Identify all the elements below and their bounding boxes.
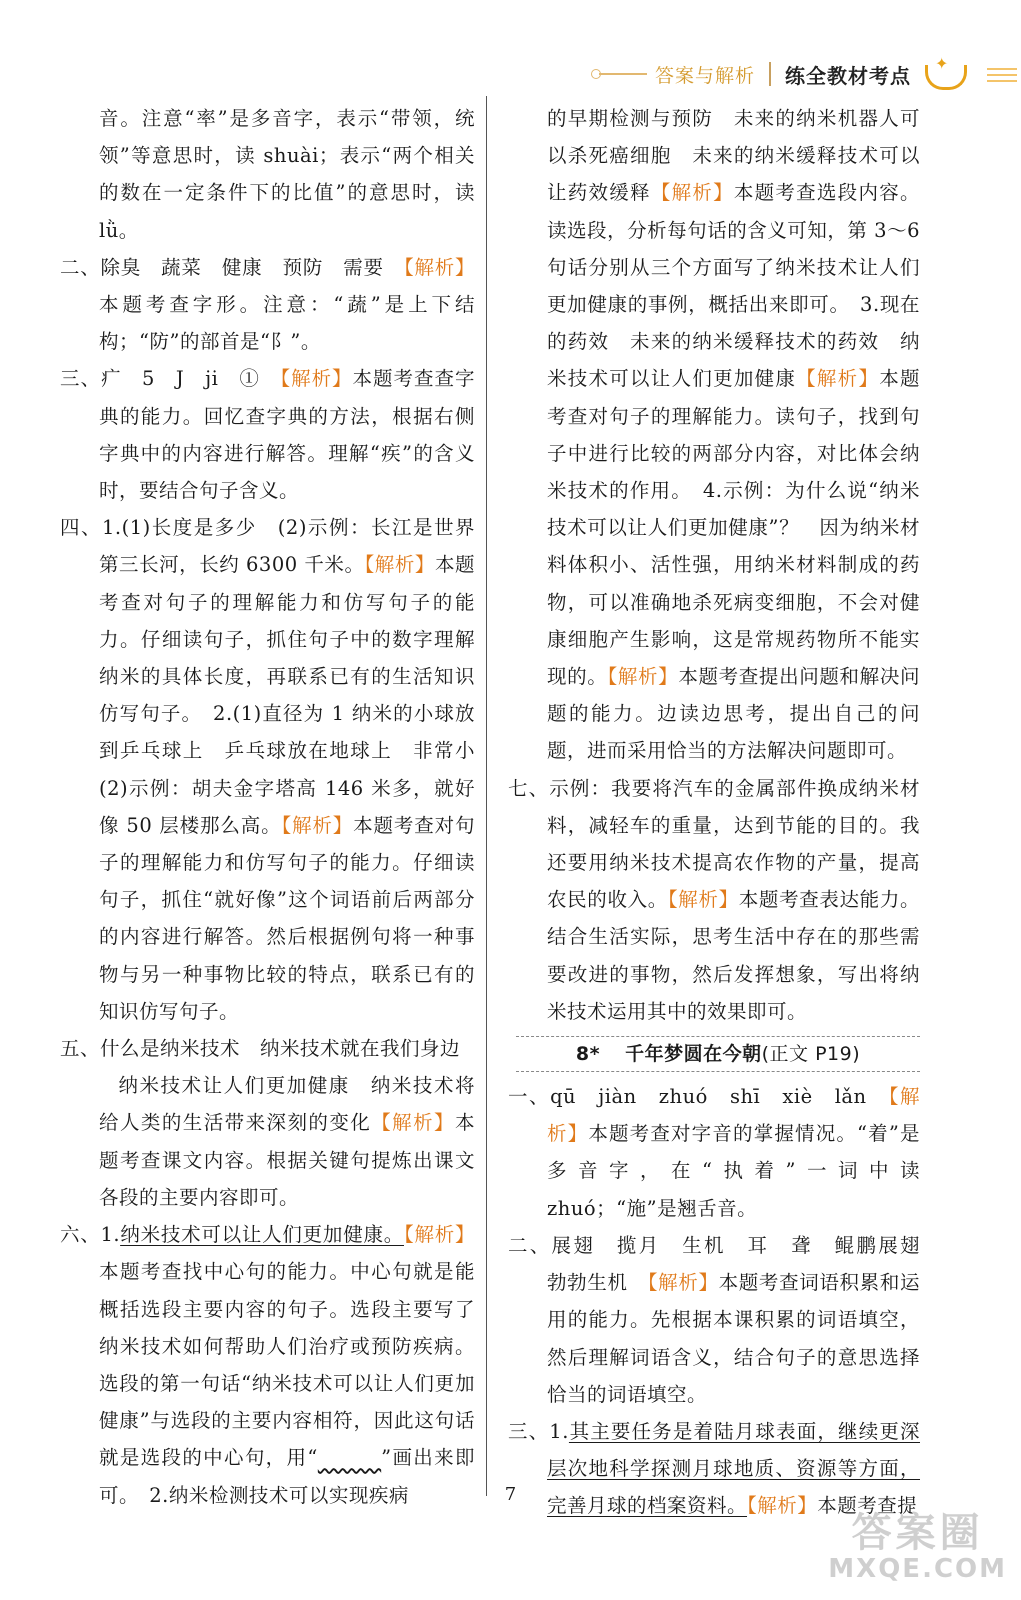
answer-section-7: 七、示例：我要将汽车的金属部件换成纳米材料，减轻车的重量，达到节能的目的。我还要用纳米技术提高农作物的产量，提高农民的收入。【解析】本题考查表达能力。结合生活实际，思考生活中存在的那些需要改进的事物，然后发挥想象，写出将纳米技术运用其中的效果即可。 xyxy=(508,776,920,1023)
header-subtitle: 答案与解析 xyxy=(654,64,755,87)
lesson-answer-1: 一、qū jiàn zhuó shī xiè lǎn 【解析】本题考查对字音的掌握情况。“着”是多音字，在“执着”一词中读 zhuó；“施”是翘舌音。 xyxy=(508,1085,920,1220)
answer-continuation: 音。注意“率”是多音字，表示“带领，统领”等意思时，读 shuài；表示“两个相关的数在一定条件下的比值”的意思时，读 lǜ。 xyxy=(99,107,475,242)
analysis-tag: 【解析】 xyxy=(747,1494,818,1518)
answer-section-6: 六、1.纳米技术可以让人们更加健康。【解析】本题考查找中心句的能力。中心句就是能概括选段主要内容的句子。选段主要写了纳米技术如何帮助人们治疗或预防疾病。选段的第一句话“纳米技术可以让人们更加健康”与选段的主要内容相符，因此这句话就是选段的中心句，用“ ”画出来即可。 2.纳米检测技术可以实现疾病 xyxy=(60,1223,475,1507)
answer-continuation-right: 的早期检测与预防 未来的纳米机器人可以杀死癌细胞 未来的纳米缓释技术可以让药效缓释【解析】本题考查选段内容。读选段，分析每句话的含义可知，第 3～6 句话分别从三个方面写了纳米技术让人们更加健康的事例，概括出来即可。 3.现在的药效 未来的纳米缓释技术的药效 纳米技术可以让人们更加健康【解析】本题考查对句子的理解能力。读句子，找到句子中进行比较的两部分内容，对比体会纳米技术的作用。 4.示例：为什么说“纳米技术可以让人们更加健康”？ 因为纳米材料体积小、活性强，用纳米材料制成的药物，可以准确地杀死病变细胞，不会对健康细胞产生影响，这是常规药物所不能实现的。【解析】本题考查提出问题和解决问题的能力。边读边思考，提出自己的问题，进而采用恰当的方法解决问题即可。 xyxy=(547,107,920,763)
analysis-tag: 【解析】 xyxy=(547,1085,920,1146)
lesson-answer-3: 三、1.其主要任务是着陆月球表面，继续更深层次地科学探测月球地质、资源等方面，完善月球的档案资料。【解析】本题考查提 xyxy=(508,1419,920,1518)
header-decoration xyxy=(599,73,647,75)
page-number: 7 xyxy=(504,1484,517,1505)
answer-section-5: 五、什么是纳米技术 纳米技术就在我们身边 纳米技术让人们更加健康 纳米技术将给人类的生活带来深刻的变化【解析】本题考查课文内容。根据关键句提炼出课文各段的主要内容即可。 xyxy=(60,1037,475,1209)
analysis-tag: 【解析】 xyxy=(371,1111,455,1135)
book-logo-icon: ✦ xyxy=(921,54,981,94)
analysis-tag: 【解析】 xyxy=(796,367,880,391)
header-title: 练全教材考点 xyxy=(785,63,911,88)
analysis-tag: 【解析】 xyxy=(364,553,435,577)
watermark-logo: 答案圈 MXQE.COM xyxy=(828,1510,1007,1585)
header-separator xyxy=(769,62,771,86)
page-header xyxy=(599,54,981,94)
lesson-title: 千年梦圆在今朝 xyxy=(625,1043,762,1066)
analysis-tag: 【解析】 xyxy=(647,1271,719,1295)
lesson-heading xyxy=(516,1036,920,1072)
analysis-tag: 【解析】 xyxy=(404,255,475,279)
wavy-underline-mark xyxy=(318,1446,381,1469)
answer-section-2: 二、除臭 蔬菜 健康 预防 需要 【解析】本题考查字形。注意：“蔬”是上下结构；“防”的部首是“阝”。 xyxy=(60,255,475,354)
underlined-answer: 其主要任务是着陆月球表面，继续更深层次地科学探测月球地质、资源等方面，完善月球的档案资料。 xyxy=(547,1419,920,1518)
lesson-page-ref: (正文 P19) xyxy=(761,1043,861,1066)
right-column xyxy=(508,100,941,1525)
analysis-tag: 【解析】 xyxy=(280,367,353,391)
lesson-answer-2: 二、展翅 揽月 生机 耳 聋 鲲鹏展翅 勃勃生机 【解析】本题考查词语积累和运用的能力。先根据本课积累的词语填空，然后理解词语含义，结合句子的意思选择恰当的词语填空。 xyxy=(508,1233,941,1406)
answer-section-4: 四、1.(1)长度是多少 (2)示例：长江是世界第三长河，长约 6300 千米。【解析】本题考查对句子的理解能力和仿写句子的能力。仔细读句子，抓住句子中的数字理解纳米的具体长度，再联系已有的生活知识仿写句子。 2.(1)直径为 1 纳米的小球放到乒乓球上 乒乓球放在地球上 非常小 (2)示例：胡夫金字塔高 146 米多，就好像 50 层楼那么高。【解析】本题考查对句子的理解能力和仿写句子的能力。仔细读句子，抓住“就好像”这个词语前后两部分的内容进行解答。然后根据例句将一种事物与另一种事物比较的特点，联系已有的知识仿写句子。 xyxy=(60,516,496,1023)
analysis-tag: 【解析】 xyxy=(607,665,679,689)
column-divider xyxy=(486,96,487,1496)
answer-section-3: 三、疒 5 J ji ① 【解析】本题考查查字典的能力。回忆查字典的方法，根据右侧字典中的内容进行解答。理解“疾”的含义时，要结合句子含义。 xyxy=(60,367,475,503)
analysis-tag: 【解析】 xyxy=(403,1223,475,1247)
analysis-tag: 【解析】 xyxy=(667,888,739,912)
analysis-tag: 【解析】 xyxy=(281,813,354,837)
analysis-tag: 【解析】 xyxy=(650,181,734,205)
left-column xyxy=(60,100,496,1514)
underlined-answer: 纳米技术可以让人们更加健康。 xyxy=(120,1223,404,1247)
lesson-number: 8* xyxy=(575,1043,600,1066)
